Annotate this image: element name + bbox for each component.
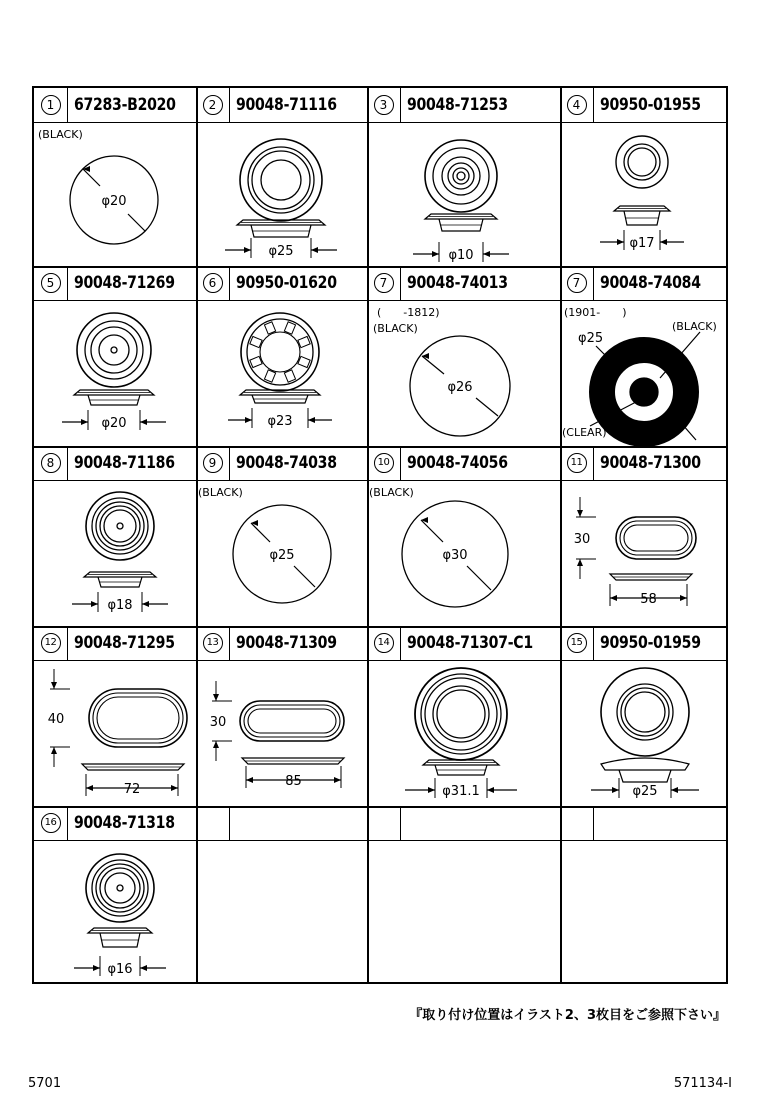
- item-number-box: [367, 446, 401, 480]
- part-number: 90950-01959: [600, 633, 701, 653]
- part-number: 90048-71269: [74, 273, 175, 293]
- cell-header: [196, 88, 367, 123]
- empty-cell: [367, 806, 560, 984]
- dimension-label: 58: [640, 592, 657, 607]
- item-number-box: [367, 806, 401, 840]
- part-cell: [34, 446, 196, 626]
- part-number: 90048-74038: [236, 453, 337, 473]
- part-illustration: [34, 302, 196, 448]
- item-number-box: [560, 266, 594, 300]
- part-cell: [34, 806, 196, 984]
- page-code-right: 571134-I: [673, 1076, 732, 1091]
- part-illustration: [560, 302, 728, 448]
- part-number: 90048-71300: [600, 453, 701, 473]
- item-number: 5: [41, 273, 61, 293]
- part-illustration: [196, 482, 367, 628]
- dimension-label: 30: [209, 715, 227, 730]
- color-note: (BLACK): [672, 320, 717, 333]
- cell-header: [196, 626, 367, 661]
- part-number: 90048-74013: [407, 273, 508, 293]
- dimension-label: 72: [123, 782, 141, 797]
- item-number-box: [560, 88, 594, 122]
- item-number-box: [196, 88, 230, 122]
- part-cell: [367, 266, 560, 446]
- dimension-label: φ17: [629, 236, 655, 251]
- part-illustration: [367, 662, 560, 808]
- item-number: 9: [203, 453, 223, 473]
- cell-header: [560, 88, 728, 123]
- item-number-box: [560, 626, 594, 660]
- item-number: 6: [203, 273, 223, 293]
- part-number: 90048-71309: [236, 633, 337, 653]
- date-range: (1901- ): [564, 306, 627, 319]
- part-number: 90048-71253: [407, 95, 508, 115]
- part-illustration: [560, 482, 728, 628]
- part-number: 90048-71116: [236, 95, 337, 115]
- part-illustration: [367, 482, 560, 628]
- part-cell: [367, 446, 560, 626]
- color-note: (CLEAR): [562, 426, 607, 439]
- cell-header: [367, 266, 560, 301]
- part-cell: [560, 446, 728, 626]
- item-number-box: [34, 626, 68, 660]
- part-illustration: [34, 124, 196, 268]
- part-illustration: [34, 842, 196, 986]
- item-number: 8: [41, 453, 61, 473]
- item-number-box: [560, 806, 594, 840]
- part-illustration: [367, 124, 560, 268]
- part-number: 90048-71295: [74, 633, 175, 653]
- item-number: 15: [567, 633, 587, 653]
- dimension-label: 40: [47, 712, 65, 727]
- part-cell: [196, 446, 367, 626]
- item-number: 16: [41, 813, 61, 833]
- dimension-label: φ25: [632, 784, 658, 799]
- dimension-label: 85: [285, 774, 302, 789]
- item-number-box: [196, 806, 230, 840]
- empty-cell: [560, 806, 728, 984]
- part-cell: [560, 88, 728, 266]
- dimension-label: φ30: [442, 548, 468, 563]
- part-cell: [196, 266, 367, 446]
- item-number-box: [34, 806, 68, 840]
- item-number-box: [367, 626, 401, 660]
- item-number: 11: [567, 453, 587, 473]
- item-number: 10: [374, 453, 394, 473]
- part-number: 90950-01620: [236, 273, 337, 293]
- cell-header: [367, 626, 560, 661]
- part-cell: [196, 88, 367, 266]
- cell-header: [560, 446, 728, 481]
- part-number: 90950-01955: [600, 95, 701, 115]
- color-note: (BLACK): [369, 486, 414, 499]
- part-number: 90048-71186: [74, 453, 175, 473]
- part-number: 90048-74056: [407, 453, 508, 473]
- cell-header: [367, 806, 560, 841]
- cell-header: [196, 266, 367, 301]
- cell-header: [560, 266, 728, 301]
- part-illustration: [367, 302, 560, 448]
- part-cell: [560, 626, 728, 806]
- cell-header: [560, 806, 728, 841]
- item-number: 3: [374, 95, 394, 115]
- part-number: 90048-74084: [600, 273, 701, 293]
- part-cell: [34, 266, 196, 446]
- footnote: 『取り付け位置はイラスト2、3枚目をご参照下さい』: [409, 1008, 726, 1023]
- part-cell: [367, 88, 560, 266]
- part-illustration: [560, 124, 728, 268]
- dimension-label: φ23: [267, 414, 293, 429]
- part-number: 90048-71318: [74, 813, 175, 833]
- item-number: 7: [567, 273, 587, 293]
- dimension-label: φ26: [447, 380, 473, 395]
- cell-header: [34, 266, 196, 301]
- empty-cell: [196, 806, 367, 984]
- part-illustration: [196, 302, 367, 448]
- cell-header: [34, 806, 196, 841]
- dimension-label: 30: [573, 532, 591, 547]
- dimension-label: φ10: [448, 248, 474, 263]
- item-number: 2: [203, 95, 223, 115]
- part-illustration: [196, 124, 367, 268]
- dimension-label: φ16: [107, 962, 133, 977]
- dimension-label: φ18: [107, 598, 133, 613]
- color-note: (BLACK): [198, 486, 243, 499]
- item-number-box: [196, 446, 230, 480]
- cell-header: [367, 88, 560, 123]
- dimension-label: φ25: [268, 244, 294, 259]
- item-number-box: [34, 266, 68, 300]
- item-number: 4: [567, 95, 587, 115]
- part-cell: [367, 626, 560, 806]
- dimension-label: φ20: [101, 416, 127, 431]
- cell-header: [367, 446, 560, 481]
- page-code-left: 5701: [28, 1076, 62, 1091]
- part-cell: [560, 266, 728, 446]
- item-number-box: [196, 266, 230, 300]
- item-number: 13: [203, 633, 223, 653]
- part-illustration: [34, 482, 196, 628]
- part-cell: [34, 88, 196, 266]
- cell-header: [196, 446, 367, 481]
- date-range: ( -1812): [377, 306, 440, 319]
- part-number: 67283-B2020: [74, 95, 176, 115]
- cell-header: [196, 806, 367, 841]
- cell-header: [34, 446, 196, 481]
- item-number-box: [367, 88, 401, 122]
- color-note: (BLACK): [373, 322, 418, 335]
- cell-header: [34, 88, 196, 123]
- dimension-label: φ25: [578, 331, 604, 346]
- cell-header: [560, 626, 728, 661]
- item-number-box: [367, 266, 401, 300]
- part-cell: [196, 626, 367, 806]
- item-number-box: [34, 88, 68, 122]
- part-cell: [34, 626, 196, 806]
- part-number: 90048-71307-C1: [407, 633, 533, 653]
- parts-table: [32, 86, 728, 984]
- part-illustration: [196, 662, 367, 808]
- item-number-box: [560, 446, 594, 480]
- part-illustration: [34, 662, 196, 808]
- dimension-label: φ20: [101, 194, 127, 209]
- color-note: (BLACK): [38, 128, 83, 141]
- item-number: 1: [41, 95, 61, 115]
- cell-header: [34, 626, 196, 661]
- dimension-label: φ25: [269, 548, 295, 563]
- item-number: 12: [41, 633, 61, 653]
- part-illustration: [560, 662, 728, 808]
- item-number: 14: [374, 633, 394, 653]
- item-number-box: [34, 446, 68, 480]
- item-number-box: [196, 626, 230, 660]
- item-number: 7: [374, 273, 394, 293]
- dimension-label: φ31.1: [442, 784, 480, 799]
